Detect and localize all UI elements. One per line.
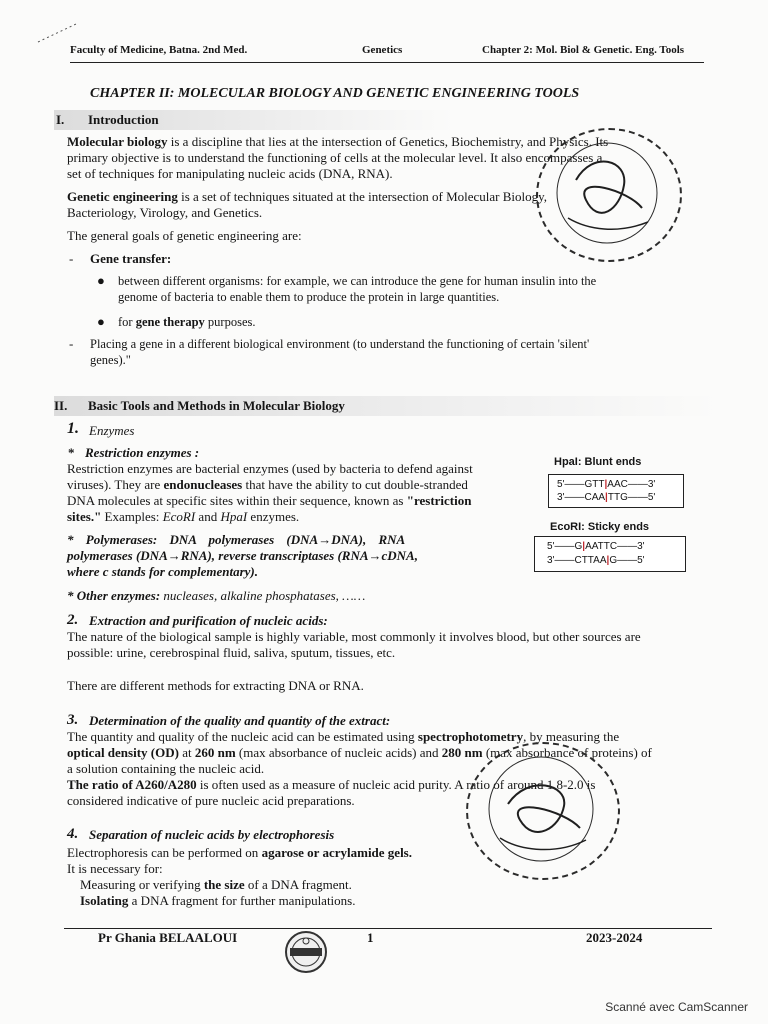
section-1-heading xyxy=(54,110,454,130)
footer-page-number: 1 xyxy=(367,930,374,945)
electro-line3-a: Measuring or verifying xyxy=(80,877,204,892)
footer-author: Pr Ghania BELAALOUI xyxy=(98,930,238,945)
intro-mb-text-a: is a discipline that lies at the intersection of Genetics, Biochemistry, and Physics. Its xyxy=(167,134,609,149)
bullet-2 xyxy=(118,314,256,330)
re-line4-a: Examples: xyxy=(101,509,163,524)
example-hpai: HpaI xyxy=(220,509,248,524)
re-line1: Restriction enzymes are bacterial enzymes (used by bacteria to defend against xyxy=(67,461,473,476)
other-enzymes-title: * Other enzymes: xyxy=(67,588,161,603)
electro-line1-a: Electrophoresis can be performed on xyxy=(67,845,262,860)
term-280nm: 280 nm xyxy=(441,745,483,760)
header-chapter: Chapter 2: Mol. Biol & Genetic. Eng. Tools xyxy=(482,44,685,56)
quality-title: Determination of the quality and quantity of the extract: xyxy=(89,713,391,728)
header-faculty: Faculty of Medicine, Batna. 2nd Med. xyxy=(70,44,248,56)
term-sites: sites." xyxy=(67,509,102,524)
electro-line3 xyxy=(80,877,352,893)
hpai-bottom-strand: 3'——CAA|TTG——5' xyxy=(557,492,656,503)
extraction-number: 2. xyxy=(67,612,79,628)
placing-line1: Placing a gene in a different biological environment (to understand the functioning of certain 'silent' xyxy=(90,337,590,351)
scanner-watermark: Scanné avec CamScanner xyxy=(605,1000,748,1014)
term-spectrophotometry: spectrophotometry xyxy=(417,729,524,744)
ecori-top-strand: 5'——G|AATTC——3' xyxy=(547,541,645,552)
enzymes-number: 1. xyxy=(67,420,79,437)
poly-line2: polymerases (DNA→RNA), reverse transcriptases (RNA→cDNA, xyxy=(67,548,418,563)
extraction-title: Extraction and purification of nucleic acids: xyxy=(89,613,328,628)
dash-1: - xyxy=(69,251,74,266)
bullet-1-line1: between different organisms: for example, we can introduce the gene for human insulin into the xyxy=(118,274,597,288)
example-ecori: EcoRI xyxy=(162,509,196,524)
electro-line1 xyxy=(67,845,412,861)
re-line2-b: that have the ability to cut double-stranded xyxy=(242,477,468,492)
electro-title: Separation of nucleic acids by electrophoresis xyxy=(89,827,335,842)
quality-line4-a: is often used as a measure of nucleic acid purity. A ratio of around 1.8-2.0 is xyxy=(196,777,596,792)
term-molecular-biology: Molecular biology xyxy=(67,134,168,149)
stamp-signature-icon xyxy=(538,130,676,256)
quality-line1-b: , by measuring the xyxy=(523,729,620,744)
term-restriction: "restriction xyxy=(406,493,472,508)
electro-number: 4. xyxy=(67,826,79,842)
intro-mb-line3: set of techniques for manipulating nucleic acids (DNA, RNA). xyxy=(67,166,393,181)
footer-rule xyxy=(64,928,712,929)
section-2-title: Basic Tools and Methods in Molecular Biology xyxy=(88,398,345,413)
ecori-title: EcoRI: Sticky ends xyxy=(550,521,650,533)
copyright-seal-icon xyxy=(284,930,328,974)
quality-line2-c: (max absorbance of proteins) of xyxy=(482,745,652,760)
re-and: and xyxy=(195,509,221,524)
gene-transfer-label: Gene transfer: xyxy=(90,251,172,266)
enzymes-title: Enzymes xyxy=(89,423,135,438)
re-line2 xyxy=(67,477,468,493)
term-gels: agarose or acrylamide gels. xyxy=(261,845,412,860)
bullet-2-post: purposes. xyxy=(204,315,256,329)
intro-ge-line1 xyxy=(67,189,547,205)
term-gene-therapy: gene therapy xyxy=(135,315,205,329)
dash-2: - xyxy=(69,336,74,351)
placing-line2: genes)." xyxy=(90,353,131,367)
re-line3 xyxy=(67,493,471,509)
other-enzymes-text: nucleases, alkaline phosphatases, …… xyxy=(160,588,366,603)
term-genetic-engineering: Genetic engineering xyxy=(67,189,178,204)
intro-mb-line1 xyxy=(67,134,608,150)
section-2-number: II. xyxy=(54,398,68,413)
poly-line3: where c stands for complementary). xyxy=(67,564,259,579)
term-endonucleases: endonucleases xyxy=(163,477,243,492)
ecori-box xyxy=(534,536,686,572)
quality-line3: a solution containing the nucleic acid. xyxy=(67,761,265,776)
footer-year: 2023-2024 xyxy=(586,930,643,945)
quality-number: 3. xyxy=(67,712,79,728)
re-star: * xyxy=(68,445,75,460)
intro-ge-text-a: is a set of techniques situated at the intersection of Molecular Biology, xyxy=(177,189,548,204)
intro-mb-line2: primary objective is to understand the functioning of cells at the molecular level. It also encompasses a xyxy=(67,150,603,165)
term-260nm: 260 nm xyxy=(194,745,236,760)
electro-line3-b: of a DNA fragment. xyxy=(244,877,352,892)
re-line4-b: enzymes. xyxy=(247,509,300,524)
quality-line2-b: (max absorbance of nucleic acids) and xyxy=(235,745,442,760)
stamp-signature-icon-2 xyxy=(468,744,614,874)
other-enzymes xyxy=(67,588,365,604)
section-1-title: Introduction xyxy=(88,112,159,127)
bullet-dot-2: ● xyxy=(97,314,105,329)
re-line4 xyxy=(67,509,299,525)
term-optical-density: optical density (OD) xyxy=(67,745,179,760)
ecori-bottom-strand: 3'——CTTAA|G——5' xyxy=(547,555,645,566)
extraction-line2: possible: urine, cerebrospinal fluid, saliva, sputum, tissues, etc. xyxy=(67,645,396,660)
chapter-title: CHAPTER II: MOLECULAR BIOLOGY AND GENETIC ENGINEERING TOOLS xyxy=(90,86,580,101)
section-2-heading xyxy=(54,396,718,416)
page-header xyxy=(70,44,704,63)
quality-line1-a: The quantity and quality of the nucleic acid can be estimated using xyxy=(67,729,418,744)
bullet-dot-1: ● xyxy=(97,273,105,288)
electro-line4 xyxy=(80,893,355,909)
term-isolating: Isolating xyxy=(80,893,129,908)
section-1-number: I. xyxy=(56,112,65,127)
intro-goals: The general goals of genetic engineering are: xyxy=(67,228,302,243)
hpai-box xyxy=(548,474,684,508)
term-size: the size xyxy=(203,877,245,892)
electro-line2: It is necessary for: xyxy=(67,861,163,876)
extraction-line3: There are different methods for extracting DNA or RNA. xyxy=(67,678,364,693)
intro-ge-line2: Bacteriology, Virology, and Genetics. xyxy=(67,205,263,220)
re-title: Restriction enzymes : xyxy=(85,445,200,460)
hpai-top-strand: 5'——GTT|AAC——3' xyxy=(557,479,656,490)
extraction-line1: The nature of the biological sample is highly variable, most commonly it involves blood, but other sources are xyxy=(67,629,641,644)
quality-line5: considered indicative of pure nucleic acid preparations. xyxy=(67,793,355,808)
term-ratio: The ratio of A260/A280 xyxy=(67,777,197,792)
bullet-1-line2: genome of bacteria to enable them to produce the protein in large quantities. xyxy=(118,290,500,304)
pencil-mark-icon xyxy=(36,20,80,46)
electro-line4-a: a DNA fragment for further manipulations. xyxy=(128,893,356,908)
official-stamp-top xyxy=(536,128,682,262)
re-line3-a: DNA molecules at specific sites within their sequence, known as xyxy=(67,493,407,508)
bullet-2-pre: for xyxy=(118,315,136,329)
re-line2-a: viruses). They are xyxy=(67,477,164,492)
poly-line1: * Polymerases: DNA polymerases (DNA→DNA), RNA xyxy=(67,532,406,547)
official-stamp-bottom xyxy=(466,742,620,880)
hpai-title: HpaI: Blunt ends xyxy=(554,456,642,468)
header-subject: Genetics xyxy=(362,44,403,56)
quality-line2-a: at xyxy=(178,745,195,760)
